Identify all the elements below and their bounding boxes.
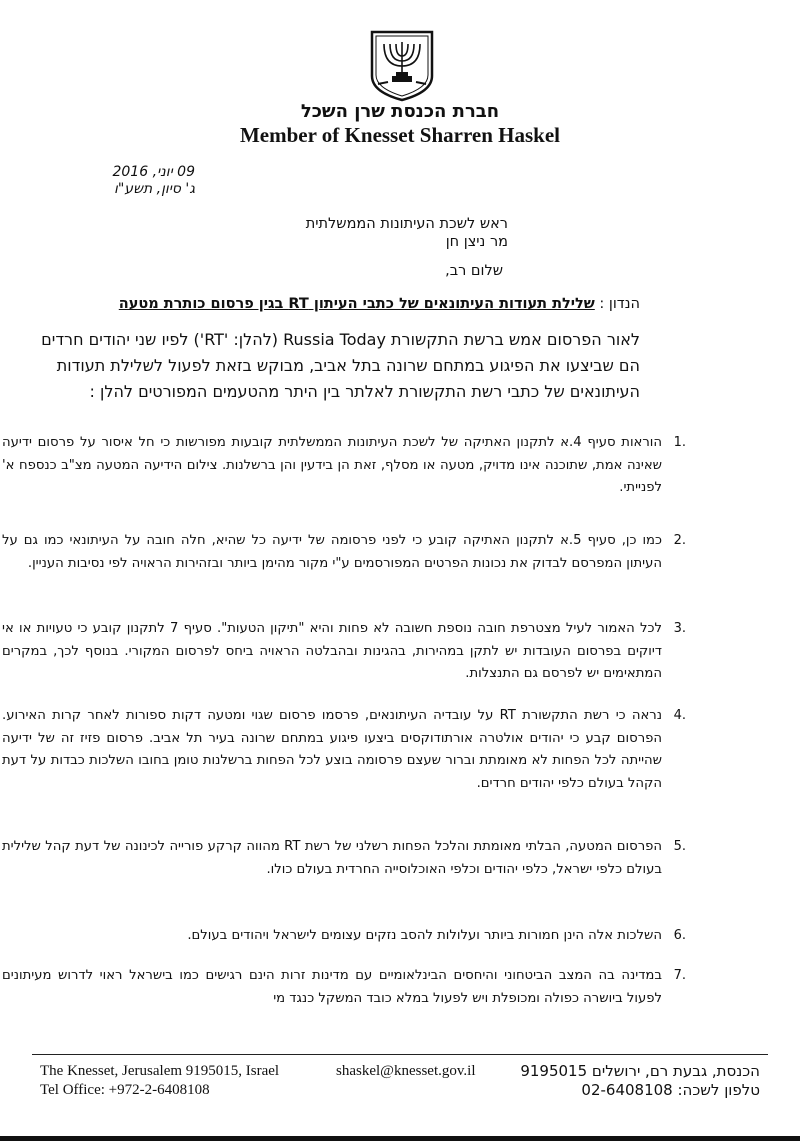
list-item-number: 7. bbox=[673, 968, 686, 983]
list-item-text: הפרסום המטעה, הבלתי מאומתת והלכל הפחות רשלני של רשת RT מהווה קרקע פורייה לכינונה של דעת קהל שלילית בעולם כלפי ישראל, כלפי יהודים וכלפי האוכלוסייה החרדית בעולם כולו. bbox=[2, 839, 662, 877]
member-title-hebrew: חברת הכנסת שרן השכל bbox=[300, 101, 500, 122]
footer-address-he: הכנסת, גבעת רם, ירושלים 9195015 bbox=[520, 1062, 760, 1080]
bottom-edge-bar bbox=[0, 1136, 800, 1141]
list-item bbox=[2, 925, 686, 948]
list-item-text: הוראות סעיף 4.א לתקנון האתיקה של לשכת העיתונות הממשלתית קובעות מפורשות כי חל איסור על פרסום ידיעה שאינה אמת, שתוכנה אינו מדויק, מטעה או מסלף, זאת הן בידעין והן ברשלנות. צילום הידיעה המטעה מצ"ב כנספח א' לפנייתי. bbox=[2, 435, 662, 495]
greeting: שלום רב, bbox=[445, 263, 503, 279]
list-item-number: 6. bbox=[673, 928, 686, 943]
subject-label: הנדון : bbox=[599, 296, 640, 312]
date-hebrew: ג' סיון, תשע"ו bbox=[114, 181, 195, 197]
intro-paragraph: לאור הפרסום אמש ברשת התקשורת Russia Today (להלן: 'RT') לפיו שני יהודים חרדים הם שביצעו את הפיגוע במתחם שרונה בתל אביב, מבוקש בזאת לפעול לשלילת תעודות העיתונאים של כתבי רשת התקשורת לאלתר בין היתר מהטעמים המפורטים להלן : bbox=[41, 330, 640, 401]
list-item-number: 2. bbox=[673, 533, 686, 548]
subject-line bbox=[80, 296, 640, 312]
list-item-text: כמו כן, סעיף 5.א לתקנון האתיקה קובע כי לפני פרסומה של ידיעה כל שהיא, חלה חובה על העיתונאי כמו גם על העיתון המפרסם לבדוק את נכונות הפרטים המפורסמים ע"י מקור מהימן ביותר ובזהירות הראויה לפי נסיבות העניין. bbox=[2, 533, 662, 571]
list-item-number: 4. bbox=[673, 708, 686, 723]
list-item bbox=[2, 618, 686, 686]
recipient-line-2: מר ניצן חן bbox=[445, 234, 508, 250]
list-item-number: 5. bbox=[673, 839, 686, 854]
footer-divider bbox=[32, 1054, 768, 1055]
footer-office-he: טלפון לשכה: 02-6408108 bbox=[581, 1081, 760, 1099]
list-item bbox=[2, 965, 686, 1010]
footer-office-en: Tel Office: +972-2-6408108 bbox=[40, 1082, 210, 1098]
list-item bbox=[2, 432, 686, 500]
list-item-number: 3. bbox=[673, 621, 686, 636]
list-item-text: השלכות אלה הינן חמורות ביותר ועלולות להסב נזקים עצומים לישראל ויהודים בעולם. bbox=[187, 928, 662, 943]
list-item-text: נראה כי רשת התקשורת RT על עובדיה העיתונאים, פרסמו פרסום שגוי ומטעה דקות ספורות לאחר קרות האירוע. הפרסום קבע כי יהודים אולטרה אורתודוקסים ביצעו פיגוע במתחם שרונה בעיר תל אביב. פרסום פזיז זה של ידיעה שהייתה לכל הפחות לא מאומתת וברור שעצם פרסומה בוצע לכל הפחות ברשלנות טומן בחובו השלכות כבדות על דעת הקהל בעולם כלפי יהודים חרדים. bbox=[2, 708, 662, 791]
list-item-text: לכל האמור לעיל מצטרפת חובה נוספת חשובה לא פחות והיא "תיקון הטעות". סעיף 7 לתקנון קובע כי טעויות או אי דיוקים בפרסום העובדות יש לתקן במהירות, בהגינות ובהבלטה הראויה ביחס לפרסום המקורי. בנוסף לכך, במקרים המתאימים יש לפרסם גם התנצלות. bbox=[2, 621, 662, 681]
knesset-emblem bbox=[358, 30, 446, 102]
member-title-english: Member of Knesset Sharren Haskel bbox=[239, 123, 561, 147]
footer-address-en: The Knesset, Jerusalem 9195015, Israel bbox=[40, 1063, 280, 1079]
recipient-line-1: ראש לשכת העיתונות הממשלתית bbox=[305, 216, 508, 232]
footer-email[interactable]: shaskel@knesset.gov.il bbox=[336, 1063, 476, 1079]
subject-text: שלילת תעודות העיתונאים של כתבי העיתון RT בגין פרסום כותרת מטעה bbox=[118, 296, 595, 312]
list-item-text: במדינה בה המצב הביטחוני והיחסים הבינלאומיים עם מדינות זרות הינם רגישים כמו בישראל ראוי לדרוש מעיתונים לפעול ביושרה כפולה ומכופלת ויש לפעול במלא כובד המשקל כנגד מי bbox=[2, 968, 662, 1006]
list-item-number: 1. bbox=[673, 435, 686, 450]
date-gregorian: 09 יוני, 2016 bbox=[112, 164, 195, 180]
list-item bbox=[2, 530, 686, 575]
list-item bbox=[2, 705, 686, 795]
list-item bbox=[2, 836, 686, 881]
